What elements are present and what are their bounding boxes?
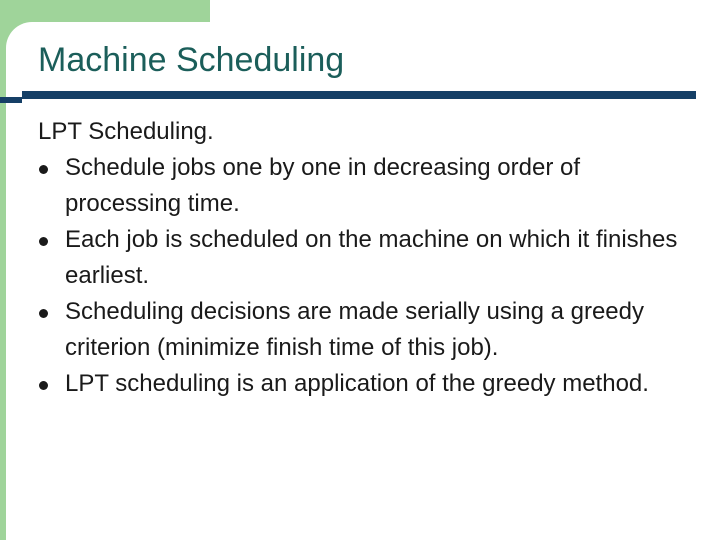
title-divider xyxy=(22,91,696,99)
bullet-item xyxy=(38,150,698,222)
bullet-dot-icon xyxy=(39,165,48,174)
bullet-text: Schedule jobs one by one in decreasing order of processing time. xyxy=(65,154,581,217)
bullet-text: Each job is scheduled on the machine on which it finishes earliest. xyxy=(65,226,678,289)
slide-body xyxy=(38,114,698,402)
bullet-list xyxy=(38,150,698,402)
title-divider-tab xyxy=(0,97,22,103)
bullet-dot-icon xyxy=(39,309,48,318)
decorative-top-band xyxy=(0,0,210,24)
bullet-dot-icon xyxy=(39,381,48,390)
bullet-text: LPT scheduling is an application of the greedy method. xyxy=(65,370,649,397)
bullet-dot-icon xyxy=(39,237,48,246)
bullet-text: Scheduling decisions are made serially using a greedy criterion (minimize finish time of this job). xyxy=(65,298,644,361)
bullet-item xyxy=(38,222,698,294)
bullet-item xyxy=(38,366,698,402)
slide-title: Machine Scheduling xyxy=(38,41,345,79)
bullet-item xyxy=(38,294,698,366)
intro-line: LPT Scheduling. xyxy=(38,118,214,145)
